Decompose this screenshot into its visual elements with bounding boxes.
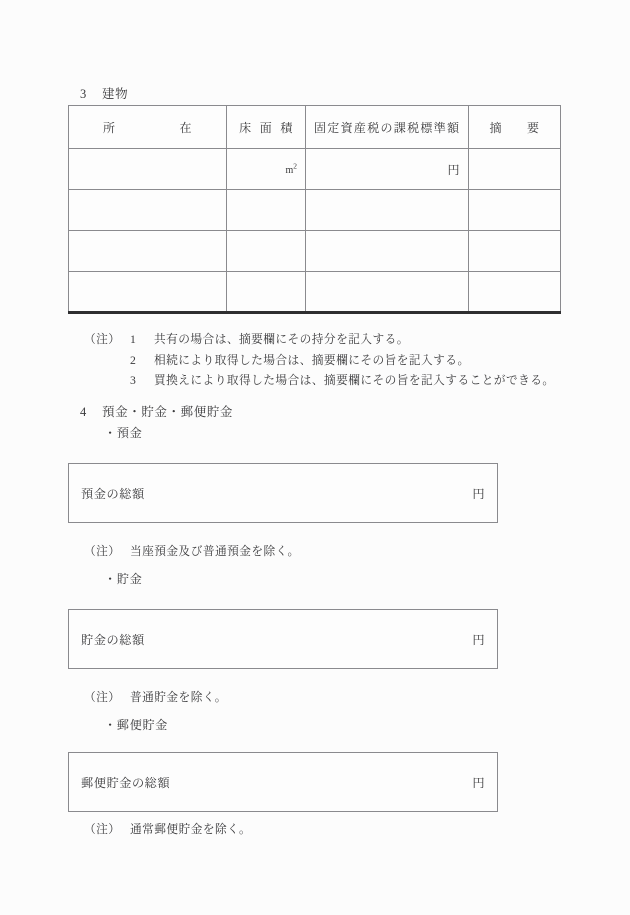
postal-savings-note [84, 820, 251, 841]
buildings-notes [84, 330, 555, 392]
note-tag: （注） [84, 823, 121, 836]
table-header [69, 106, 561, 149]
savings-total-unit: 円 [472, 632, 485, 647]
postal-savings-total-unit: 円 [472, 775, 485, 790]
column-header-floor-area [227, 106, 306, 149]
cell-tax-base[interactable] [306, 190, 469, 231]
cell-floor-area[interactable] [227, 272, 306, 313]
cell-location[interactable] [69, 272, 227, 313]
column-header-remarks [469, 106, 561, 149]
unit-square-meter [285, 161, 297, 176]
note-item [84, 330, 555, 351]
note-item [84, 820, 251, 841]
note-text: 当座預金及び普通預金を除く。 [130, 545, 300, 558]
note-item [84, 688, 227, 709]
deposit-note [84, 542, 300, 563]
bullet-item-deposit-label: ・預金 [104, 426, 143, 440]
section-number: 4 [80, 405, 87, 419]
section-heading-savings [80, 402, 233, 420]
postal-savings-total-label: 郵便貯金の総額 [81, 775, 171, 790]
column-header-location [69, 106, 227, 149]
cell-remarks[interactable] [469, 231, 561, 272]
note-item [84, 371, 555, 392]
cell-tax-base[interactable] [306, 149, 469, 190]
note-text: 共有の場合は、摘要欄にその持分を記入する。 [154, 333, 409, 346]
savings-note [84, 688, 227, 709]
note-index: 2 [130, 353, 137, 367]
table-header-row [69, 106, 561, 149]
section-number: 3 [80, 87, 87, 101]
note-index: 1 [130, 333, 137, 346]
column-header-tax-base [306, 106, 469, 149]
column-header-floor-area-char-1: 床 [239, 120, 252, 135]
bullet-item-savings [104, 570, 142, 587]
column-header-tax-base-label: 固定資産税の課税標準額 [314, 120, 461, 135]
note-index: 3 [130, 374, 137, 387]
note-tag: （注） [84, 691, 121, 704]
table-row [69, 272, 561, 313]
note-item [84, 351, 555, 372]
savings-total-label: 貯金の総額 [81, 632, 145, 647]
unit-yen: 円 [447, 162, 460, 177]
buildings-table [68, 105, 561, 314]
bullet-item-postal-savings-label: ・郵便貯金 [104, 718, 168, 732]
table-row [69, 231, 561, 272]
note-text: 相続により取得した場合は、摘要欄にその旨を記入する。 [154, 353, 470, 367]
cell-location[interactable] [69, 231, 227, 272]
table-body [69, 149, 561, 313]
deposit-total-label: 預金の総額 [81, 486, 145, 501]
cell-location[interactable] [69, 149, 227, 190]
cell-location[interactable] [69, 190, 227, 231]
note-tag: （注） [84, 333, 121, 346]
section-heading-buildings [80, 84, 128, 102]
column-header-remarks-char-1: 摘 [489, 120, 502, 135]
note-text: 買換えにより取得した場合は、摘要欄にその旨を記入することができる。 [154, 374, 555, 387]
table-row [69, 190, 561, 231]
unit-square-meter-exponent: 2 [293, 161, 297, 171]
section-title: 預金・貯金・郵便貯金 [102, 405, 234, 419]
column-header-floor-area-char-2: 面 [259, 120, 273, 135]
note-text: 通常郵便貯金を除く。 [130, 823, 252, 836]
note-text: 普通貯金を除く。 [130, 691, 227, 704]
savings-total-box[interactable] [68, 609, 498, 669]
cell-remarks[interactable] [469, 272, 561, 313]
bullet-item-savings-label: ・貯金 [104, 572, 143, 586]
cell-floor-area[interactable] [227, 149, 306, 190]
deposit-total-box[interactable] [68, 463, 498, 523]
table-row [69, 149, 561, 190]
column-header-remarks-char-2: 要 [526, 120, 540, 135]
deposit-total-unit: 円 [472, 486, 485, 501]
note-tag: （注） [84, 545, 121, 558]
unit-square-meter-base: m [285, 164, 294, 176]
cell-remarks[interactable] [469, 190, 561, 231]
cell-floor-area[interactable] [227, 190, 306, 231]
section-title: 建物 [102, 87, 129, 101]
cell-tax-base[interactable] [306, 231, 469, 272]
column-header-location-char-1: 所 [103, 120, 116, 135]
note-item [84, 542, 300, 563]
bullet-item-postal-savings [104, 716, 168, 733]
column-header-location-char-2: 在 [179, 120, 192, 135]
cell-floor-area[interactable] [227, 231, 306, 272]
bullet-item-deposit [104, 424, 142, 441]
postal-savings-total-box[interactable] [68, 752, 498, 812]
cell-remarks[interactable] [469, 149, 561, 190]
cell-tax-base[interactable] [306, 272, 469, 313]
column-header-floor-area-char-3: 積 [280, 120, 293, 135]
